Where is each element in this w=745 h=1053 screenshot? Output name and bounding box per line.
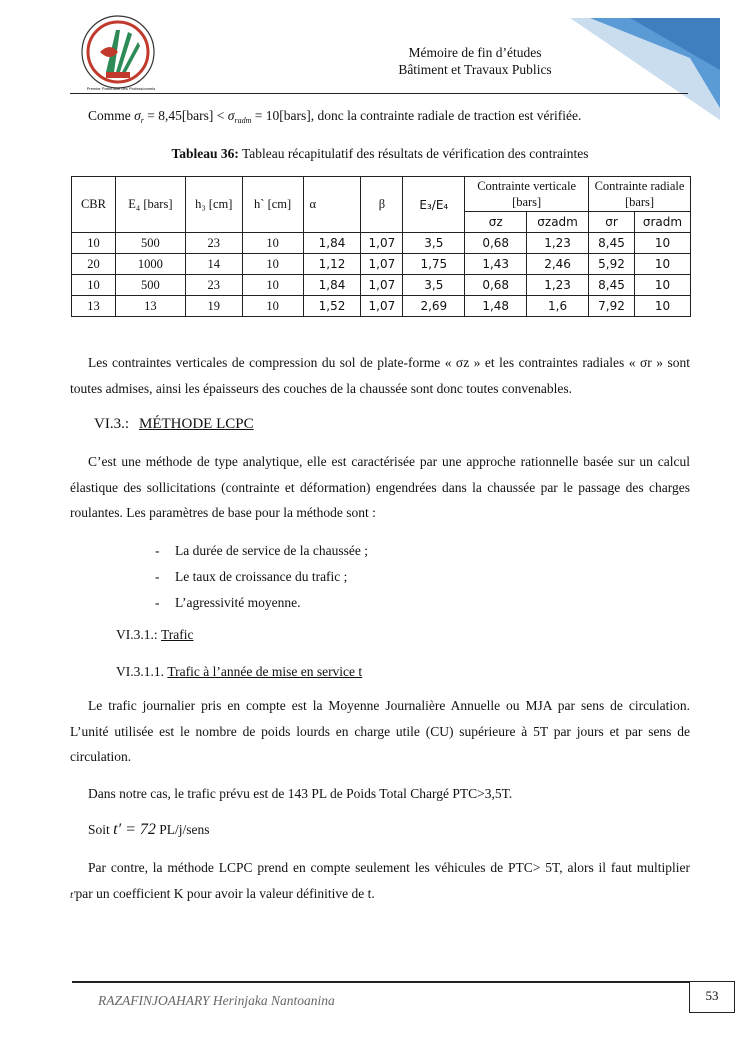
cell: 10 <box>242 254 303 275</box>
parameter-list <box>155 538 368 616</box>
cell: 7,92 <box>589 296 635 317</box>
header-alpha: α <box>303 177 361 233</box>
header-sradm: σradm <box>634 212 690 233</box>
header-hprime: h` [cm] <box>242 177 303 233</box>
header-sr: σr <box>589 212 635 233</box>
cell: 10 <box>242 296 303 317</box>
cell: 2,69 <box>403 296 465 317</box>
header-line-2: Bâtiment et Travaux Publics <box>398 62 552 77</box>
subsection-heading-trafic-t: VI.3.1.1. Trafic à l’année de mise en service t <box>116 664 363 679</box>
header-line-1: Mémoire de fin d’études <box>408 45 542 60</box>
cell: 1,75 <box>403 254 465 275</box>
cell: 10 <box>634 254 690 275</box>
cell: 14 <box>185 254 242 275</box>
page-number: 53 <box>689 981 735 1013</box>
soit-formula: Soit t′ = 72 PL/j/sens <box>88 821 210 838</box>
cell: 0,68 <box>465 275 527 296</box>
cell: 8,45 <box>589 275 635 296</box>
cell: 10 <box>634 275 690 296</box>
section-title: MÉTHODE LCPC <box>139 416 254 432</box>
cell: 1,84 <box>303 233 361 254</box>
school-logo <box>76 12 160 94</box>
cell: 10 <box>72 233 116 254</box>
cell: 0,68 <box>465 233 527 254</box>
list-item: - L’agressivité moyenne. <box>155 595 301 610</box>
sigma-radm: $\sigma_{radm}$ <box>227 108 252 125</box>
method-paragraph: C’est une méthode de type analytique, elle est caractérisée par une approche rationnelle basée sur un calcul élastique des sollicitations (contrainte et déformation) engendrées dans la chaussée par le passage des charges roulantes. Les paramètres de base pour la méthode sont : <box>70 454 690 520</box>
cell: 23 <box>185 233 242 254</box>
cell: 1,6 <box>527 296 589 317</box>
list-item: - Le taux de croissance du trafic ; <box>155 569 348 584</box>
table-row <box>72 296 691 317</box>
caption-label: Tableau 36: <box>171 146 239 161</box>
cell: 1000 <box>115 254 185 275</box>
logo-caption: Premier Partenaire des Professionnels <box>86 86 156 91</box>
results-table <box>71 176 691 317</box>
cell: 1,48 <box>465 296 527 317</box>
cell: 8,45 <box>589 233 635 254</box>
cell: 10 <box>242 233 303 254</box>
header-e4: E₄ [bars] <box>115 177 185 233</box>
formula-t-prime: t′ = 72 <box>113 821 156 838</box>
header-szadm: σzadm <box>527 212 589 233</box>
cell: 500 <box>115 233 185 254</box>
cell: 19 <box>185 296 242 317</box>
less-than: < <box>216 108 228 123</box>
constraints-paragraph: Les contraintes verticales de compression du sol de plate-forme « σz » et les contraintes radiales « σr » sont toutes admises, ainsi les épaisseurs des couches de la chaussée sont donc toutes convenables. <box>70 355 690 396</box>
mja-paragraph: Le trafic journalier pris en compte est la Moyenne Journalière Annuelle ou MJA par sens de circulation. L’unité utilisée est le nombre de poids lourds en charge utile (CU) supérieure à 5T par jours et par sens de circulation. <box>70 698 690 764</box>
table-caption <box>70 146 690 162</box>
value-r: = 8,45 <box>143 108 182 123</box>
document-header <box>370 44 580 78</box>
value-adm: = 10 <box>251 108 280 123</box>
cell: 500 <box>115 275 185 296</box>
cell: 13 <box>72 296 116 317</box>
header-beta: β <box>361 177 403 233</box>
cell: 1,84 <box>303 275 361 296</box>
cell: 10 <box>72 275 116 296</box>
list-item: - La durée de service de la chaussée ; <box>155 543 369 558</box>
sigma-r: $\sigma_r$ <box>134 108 144 125</box>
header-cbr: CBR <box>72 177 116 233</box>
cell: 2,46 <box>527 254 589 275</box>
cell: 1,43 <box>465 254 527 275</box>
table-row <box>72 233 691 254</box>
cell: 1,07 <box>361 233 403 254</box>
unit-bars: [bars] <box>181 108 217 123</box>
footer-rule <box>72 981 690 983</box>
section-heading-lcpc <box>94 416 254 433</box>
case-paragraph: Dans notre cas, le trafic prévu est de 143 PL de Poids Total Chargé PTC>3,5T. <box>88 786 513 801</box>
cell: 5,92 <box>589 254 635 275</box>
cell: 1,12 <box>303 254 361 275</box>
header-sz: σz <box>465 212 527 233</box>
caption-text: Tableau récapitulatif des résultats de vérification des contraintes <box>238 146 589 161</box>
intro-sentence <box>70 103 690 134</box>
cell: 1,07 <box>361 296 403 317</box>
header-ratio: E₃/E₄ <box>403 177 465 233</box>
header-radial: Contrainte radiale [bars] <box>589 177 691 212</box>
section-number: VI.3.: <box>94 416 129 432</box>
subsection-heading-trafic: VI.3.1.: Trafic <box>116 627 194 642</box>
table-row <box>72 254 691 275</box>
footer-author: RAZAFINJOAHARY Herinjaka Nantoanina <box>98 993 335 1008</box>
cell: 10 <box>242 275 303 296</box>
contrary-paragraph: Par contre, la méthode LCPC prend en compte seulement les véhicules de PTC> 5T, alors il faut multiplier t′par un coefficient K pour avoir la valeur définitive de t. <box>70 860 690 901</box>
intro-prefix: Comme <box>88 108 135 123</box>
cell: 3,5 <box>403 233 465 254</box>
header-rule <box>70 93 688 94</box>
cell: 13 <box>115 296 185 317</box>
cell: 3,5 <box>403 275 465 296</box>
cell: 1,07 <box>361 275 403 296</box>
cell: 20 <box>72 254 116 275</box>
symbol-t-prime: t′ <box>70 888 76 901</box>
cell: 1,23 <box>527 233 589 254</box>
intro-suffix: [bars], donc la contrainte radiale de traction est vérifiée. <box>279 108 582 123</box>
table-row <box>72 275 691 296</box>
cell: 10 <box>634 233 690 254</box>
cell: 10 <box>634 296 690 317</box>
header-h3: h₃ [cm] <box>185 177 242 233</box>
cell: 23 <box>185 275 242 296</box>
header-vertical: Contrainte verticale [bars] <box>465 177 589 212</box>
cell: 1,52 <box>303 296 361 317</box>
cell: 1,23 <box>527 275 589 296</box>
cell: 1,07 <box>361 254 403 275</box>
